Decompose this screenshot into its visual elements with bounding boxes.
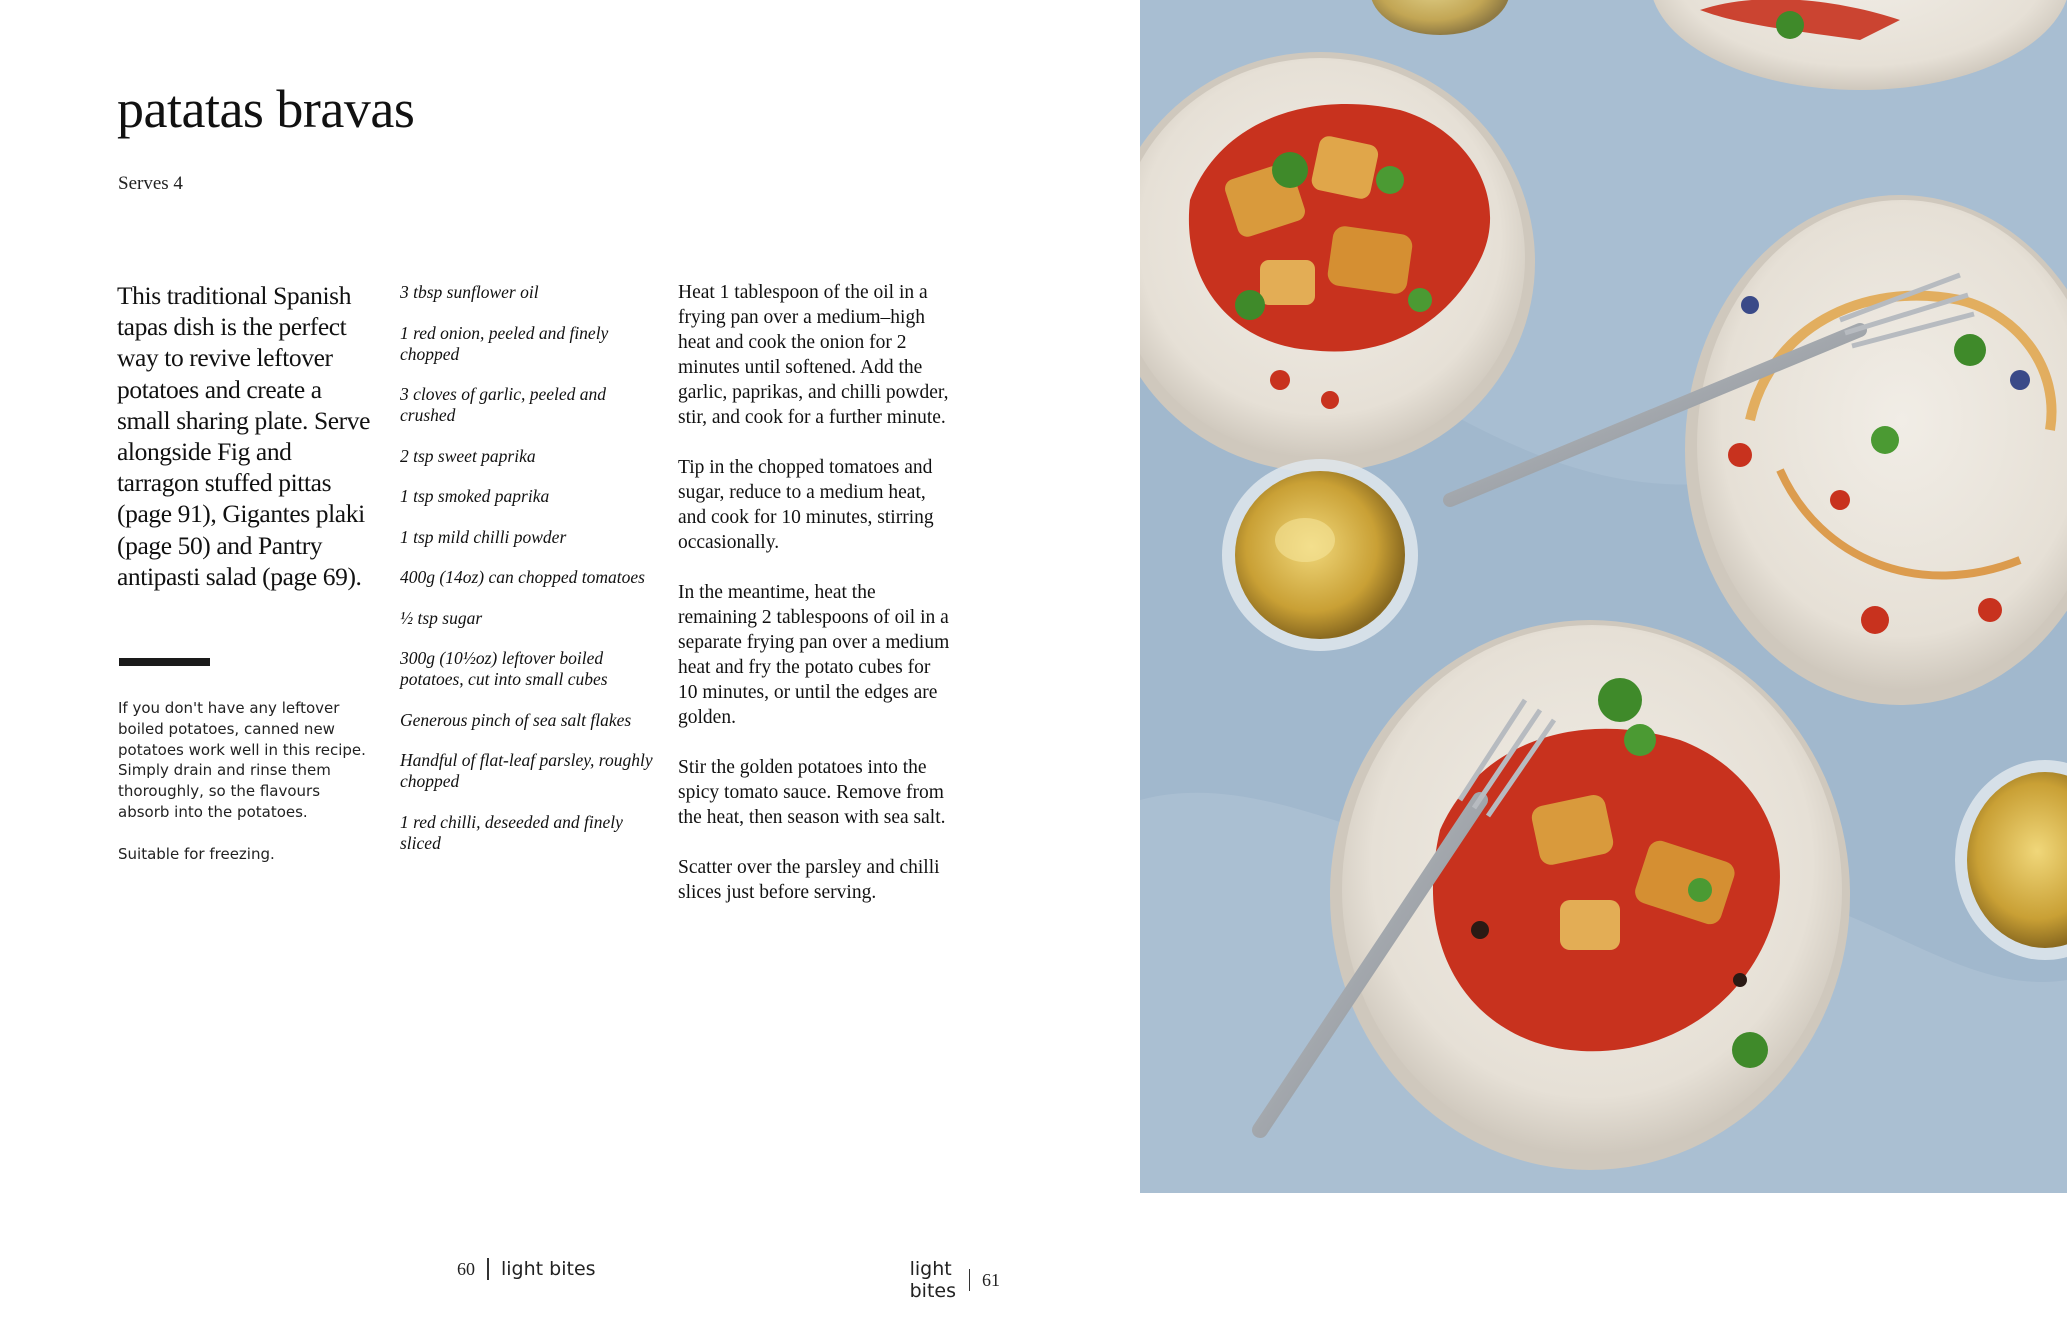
ingredient-item: Generous pinch of sea salt flakes (400, 709, 632, 730)
method-step: Scatter over the parsley and chilli slices just before serving. (678, 857, 940, 903)
page-footer-right (910, 1258, 1000, 1302)
ingredients-list (400, 282, 665, 873)
food-photo-illustration (1140, 0, 2067, 1193)
serves-count: Serves 4 (118, 173, 183, 194)
tip-text: Suitable for freezing. (118, 844, 275, 863)
footer-separator (487, 1258, 489, 1280)
section-divider (119, 658, 210, 666)
food-photo (1140, 0, 2067, 1193)
right-page (909, 0, 2067, 1329)
ingredient-item: 2 tsp sweet paprika (400, 445, 536, 466)
ingredient-item: 1 red chilli, deseeded and finely sliced (400, 811, 623, 853)
page-number: 61 (982, 1269, 1000, 1290)
ingredient-item: 300g (10½oz) leftover boiled potatoes, cut into small cubes (400, 648, 608, 689)
ingredient-item: 1 tsp smoked paprika (400, 486, 550, 506)
ingredient-item: 1 red onion, peeled and finely chopped (400, 322, 609, 364)
method-step: Tip in the chopped tomatoes and sugar, reduce to a medium heat, and cook for 10 minutes, stirring occasionally. (678, 457, 934, 553)
section-name: light bites (909, 1258, 957, 1302)
method-step: In the meantime, heat the remaining 2 tablespoons of oil in a separate frying pan over a medium heat and fry the potato cubes for 10 minutes, or until the edges are golden. (678, 582, 950, 728)
recipe-intro: This traditional Spanish tapas dish is the perfect way to revive leftover potatoes and create a small sharing plate. Serve alongside Fig and tarragon stuffed pittas (page 91), Gigantes plaki (page 50) and Pantry antipasti salad (page 69). (117, 281, 371, 591)
recipe-tips (118, 698, 373, 886)
method-step: Stir the golden potatoes into the spicy tomato sauce. Remove from the heat, then season with sea salt. (678, 757, 946, 828)
footer-separator (969, 1269, 970, 1291)
glass-middle (1222, 459, 1418, 651)
ingredient-item: 400g (14oz) can chopped tomatoes (400, 567, 645, 587)
ingredient-item: 3 cloves of garlic, peeled and crushed (400, 384, 607, 425)
ingredient-item: Handful of flat-leaf parsley, roughly chopped (400, 750, 653, 791)
recipe-title: patatas bravas (117, 79, 415, 139)
tip-text: If you don't have any leftover boiled potatoes, canned new potatoes work well in this recipe. Simply drain and rinse them thoroughly, so the flavours absorb into the potatoes. (118, 699, 366, 821)
ingredient-item: 1 tsp mild chilli powder (400, 526, 567, 547)
page-number: 60 (457, 1258, 475, 1279)
page-footer-left (457, 1258, 596, 1280)
section-name: light bites (501, 1258, 596, 1280)
method-steps (678, 280, 950, 930)
method-step: Heat 1 tablespoon of the oil in a frying pan over a medium–high heat and cook the onion for 2 minutes until softened. Add the garlic, paprikas, and chilli powder, stir, and cook for a further minute. (678, 282, 949, 428)
ingredient-item: ½ tsp sugar (400, 607, 483, 628)
ingredient-item: 3 tbsp sunflower oil (400, 282, 539, 302)
